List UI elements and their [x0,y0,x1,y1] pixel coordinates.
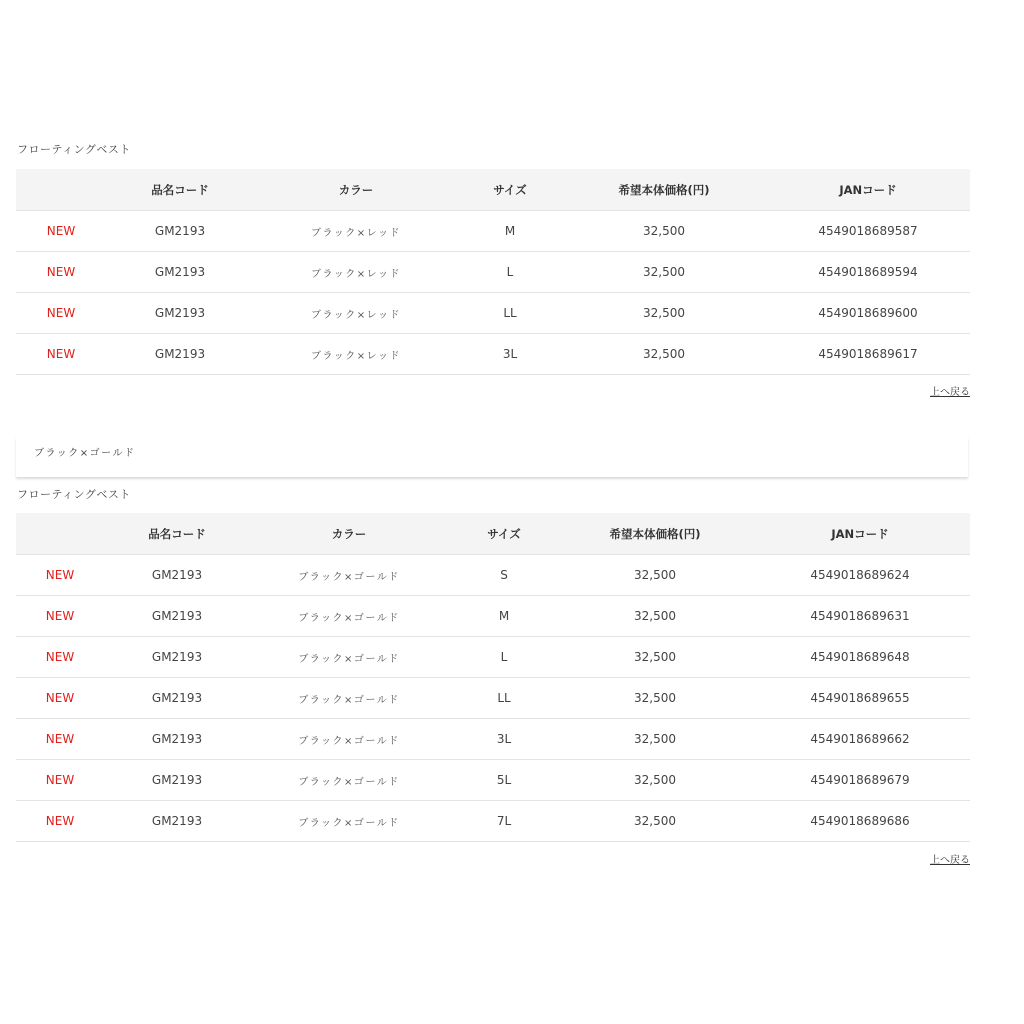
header-product-code: 品名コード [106,169,254,211]
product-code: GM2193 [104,801,250,842]
product-code: GM2193 [104,555,250,596]
size: 5L [448,760,560,801]
header-color: カラー [250,513,448,555]
new-badge: NEW [16,252,106,293]
price: 32,500 [560,637,750,678]
size: 7L [448,801,560,842]
jan-code: 4549018689594 [766,252,970,293]
table-row [16,678,970,719]
new-badge: NEW [16,801,104,842]
product-code: GM2193 [106,293,254,334]
jan-code: 4549018689655 [750,678,970,719]
price: 32,500 [562,211,766,252]
product-table-black-gold [16,513,970,842]
table-row [16,719,970,760]
new-badge: NEW [16,211,106,252]
back-to-top-link[interactable]: 上へ戻る [930,855,970,866]
price: 32,500 [560,719,750,760]
price: 32,500 [562,293,766,334]
jan-code: 4549018689679 [750,760,970,801]
new-badge: NEW [16,596,104,637]
price: 32,500 [560,801,750,842]
jan-code: 4549018689631 [750,596,970,637]
header-jan-code: JANコード [750,513,970,555]
header-size: サイズ [448,513,560,555]
table-row [16,555,970,596]
color-name: ブラック×ゴールド [250,596,448,637]
header-badge [16,513,104,555]
product-code: GM2193 [104,760,250,801]
product-code: GM2193 [106,252,254,293]
header-jan-code: JANコード [766,169,970,211]
new-badge: NEW [16,719,104,760]
product-code: GM2193 [106,334,254,375]
table-header-row [16,169,970,211]
table-header-row [16,513,970,555]
new-badge: NEW [16,678,104,719]
color-name: ブラック×ゴールド [250,760,448,801]
table-row [16,252,970,293]
size: 3L [448,719,560,760]
product-code: GM2193 [104,678,250,719]
product-code: GM2193 [106,211,254,252]
jan-code: 4549018689662 [750,719,970,760]
size: L [448,637,560,678]
table-row [16,760,970,801]
color-name: ブラック×ゴールド [250,637,448,678]
color-name: ブラック×レッド [254,211,458,252]
table-row [16,637,970,678]
new-badge: NEW [16,334,106,375]
color-variant-heading [16,437,968,477]
product-table-black-red [16,169,970,375]
header-price: 希望本体価格(円) [562,169,766,211]
color-name: ブラック×ゴールド [250,678,448,719]
product-code: GM2193 [104,719,250,760]
jan-code: 4549018689600 [766,293,970,334]
section-title: フローティングベスト [17,143,131,156]
table-row [16,596,970,637]
new-badge: NEW [16,637,104,678]
new-badge: NEW [16,293,106,334]
size: M [458,211,562,252]
color-name: ブラック×レッド [254,252,458,293]
product-code: GM2193 [104,637,250,678]
back-to-top-link[interactable]: 上へ戻る [930,387,970,398]
price: 32,500 [560,760,750,801]
table-row [16,211,970,252]
header-color: カラー [254,169,458,211]
header-product-code: 品名コード [104,513,250,555]
table-row [16,293,970,334]
jan-code: 4549018689648 [750,637,970,678]
size: 3L [458,334,562,375]
color-name: ブラック×レッド [254,334,458,375]
table-row [16,334,970,375]
color-variant-label: ブラック×ゴールド [34,448,136,459]
size: L [458,252,562,293]
new-badge: NEW [16,555,104,596]
jan-code: 4549018689617 [766,334,970,375]
price: 32,500 [560,596,750,637]
product-code: GM2193 [104,596,250,637]
price: 32,500 [562,334,766,375]
color-name: ブラック×ゴールド [250,555,448,596]
header-price: 希望本体価格(円) [560,513,750,555]
size: LL [458,293,562,334]
header-badge [16,169,106,211]
price: 32,500 [560,678,750,719]
jan-code: 4549018689686 [750,801,970,842]
color-name: ブラック×レッド [254,293,458,334]
size: S [448,555,560,596]
header-size: サイズ [458,169,562,211]
size: LL [448,678,560,719]
new-badge: NEW [16,760,104,801]
table-row [16,801,970,842]
jan-code: 4549018689624 [750,555,970,596]
color-name: ブラック×ゴールド [250,719,448,760]
section-title: フローティングベスト [17,488,131,501]
color-name: ブラック×ゴールド [250,801,448,842]
size: M [448,596,560,637]
price: 32,500 [560,555,750,596]
jan-code: 4549018689587 [766,211,970,252]
price: 32,500 [562,252,766,293]
